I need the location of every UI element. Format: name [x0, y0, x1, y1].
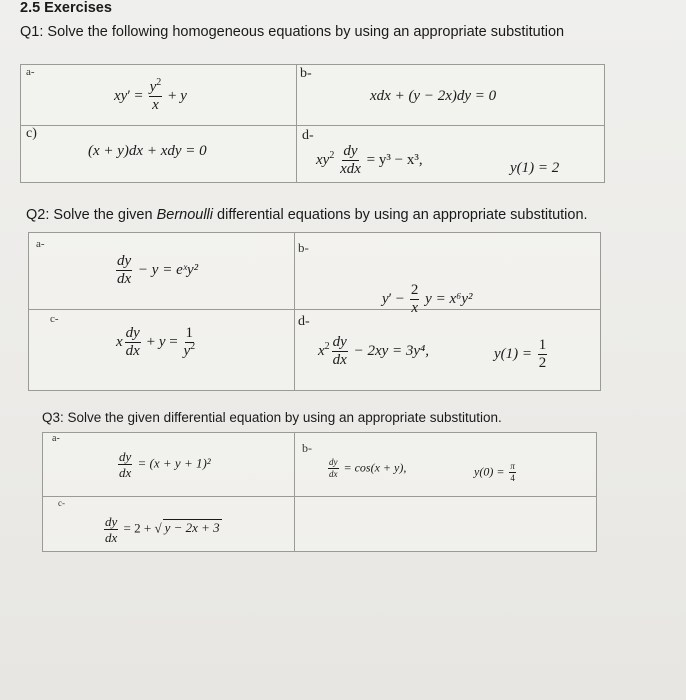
q1-d-initial-condition: y(1) = 2	[510, 160, 560, 176]
q1-b-equation: xdx + (y − 2x)dy = 0	[370, 88, 497, 104]
q2-heading	[26, 207, 588, 223]
q1-b-label: b-	[300, 66, 312, 81]
q3-table-vdivider	[294, 432, 295, 551]
q1-d-rhs: = y³ − x³,	[366, 151, 423, 168]
q3-a-rhs: = (x + y + 1)²	[137, 455, 211, 471]
q2-b-equation: y′ − $\frac{2}{x}$ y = x⁶y²	[382, 282, 473, 316]
q1-d-equation: $xy^2$ $\frac{dy}{\text{xdx}}$ = y³ − x³,	[316, 143, 423, 177]
q3-c-sqrt: y − 2x + 3	[164, 520, 220, 536]
q2-d-label: d-	[298, 314, 310, 329]
q2-heading-prefix: Q2: Solve the given	[26, 207, 157, 223]
q2-d-equation: $x^2$ $\frac{dy}{dx}$ − 2xy = 3y⁴,	[318, 334, 430, 368]
q2-heading-suffix: differential equations by using an appropriate substitution.	[213, 207, 588, 223]
section-title: 2.5 Exercises	[20, 0, 112, 16]
q2-d-initial-condition: y(1) = $\frac{1}{2}$	[494, 337, 547, 371]
q1-c-label: c)	[26, 126, 37, 141]
q3-b-ic-lhs: y(0) =	[474, 464, 505, 479]
q2-table-vdivider	[294, 232, 295, 390]
q3-b-rhs: = cos(x + y),	[343, 460, 407, 475]
q2-c-equation: x $\frac{dy}{dx}$ + y = $\frac{1}{y^2}$	[116, 325, 196, 359]
q3-table-hdivider	[42, 496, 596, 497]
q1-heading: Q1: Solve the following homogeneous equations by using an appropriate substitution	[20, 24, 565, 40]
sqrt-symbol: √	[154, 520, 162, 536]
q3-b-initial-condition: y(0) = $\frac{\pi}{4}$	[474, 461, 515, 483]
q1-table-vdivider	[296, 64, 297, 182]
q2-table-hdivider	[28, 309, 600, 310]
q3-c-equation: $\frac{dy}{dx}$ = 2 + √ y − 2x + 3	[105, 514, 220, 545]
q2-a-label: a-	[36, 238, 45, 250]
q1-d-label: d-	[302, 128, 314, 143]
q3-heading: Q3: Solve the given differential equation by using an appropriate substitution.	[42, 410, 502, 425]
q2-d-rhs: − 2xy = 3y⁴,	[353, 342, 430, 359]
q1-table-hdivider	[20, 125, 604, 126]
q3-c-label: c-	[58, 498, 65, 508]
q1-a-equation: xy′ = $\frac{y^2}{x}$ + y	[114, 77, 187, 113]
q3-a-equation: $\frac{dy}{dx}$ = (x + y + 1)²	[119, 449, 211, 480]
q3-a-label: a-	[52, 433, 60, 444]
q2-c-label: c-	[50, 313, 59, 325]
q2-a-equation: $\frac{dy}{dx}$ − y = eˣy²	[117, 253, 199, 287]
q3-c-rhs-prefix: = 2 +	[123, 520, 152, 536]
q2-b-rhs: y = x⁶y²	[425, 290, 473, 307]
q3-b-label: b-	[302, 441, 312, 455]
q2-d-ic-lhs: y(1) =	[494, 345, 533, 362]
q1-a-label: a-	[26, 66, 35, 78]
q3-b-equation: $\frac{dy}{dx}$ = cos(x + y),	[329, 457, 407, 479]
q2-a-rhs: − y = eˣy²	[137, 261, 199, 278]
q2-b-label: b-	[298, 240, 309, 255]
q1-c-equation: (x + y)dx + xdy = 0	[88, 143, 207, 159]
q2-heading-bernoulli: Bernoulli	[156, 207, 213, 223]
